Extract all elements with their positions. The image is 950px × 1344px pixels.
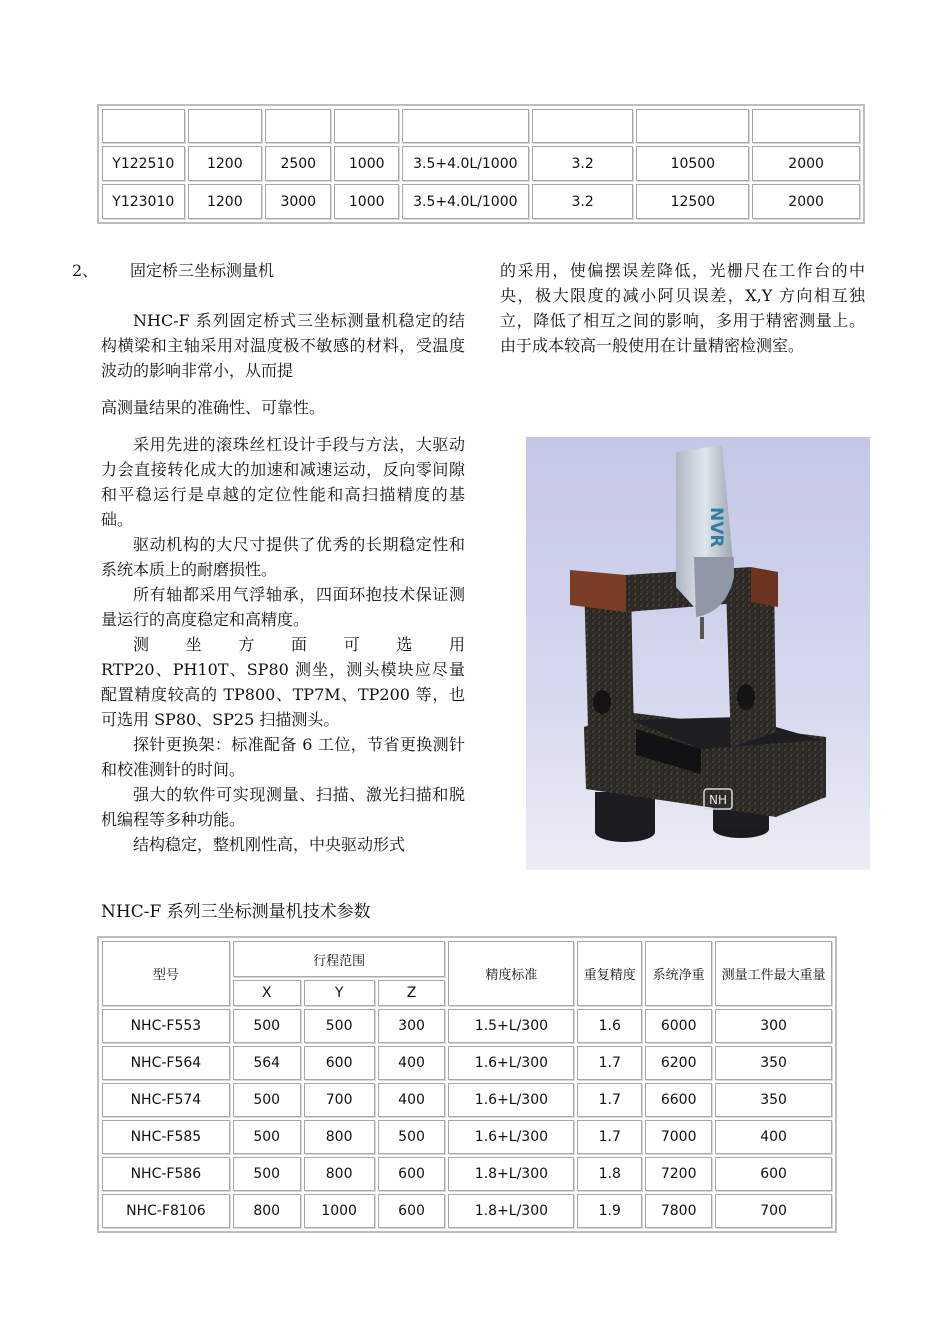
cell: 400 [715, 1120, 832, 1154]
cell: 500 [233, 1120, 301, 1154]
cell: 1.8+L/300 [448, 1194, 574, 1228]
cell: 6600 [645, 1083, 712, 1117]
paragraph-intro-cont: 高测量结果的准确性、可靠性。 [101, 398, 326, 417]
probe-stylus [700, 617, 704, 639]
cell: 1.6+L/300 [448, 1046, 574, 1080]
table-row [102, 1009, 832, 1043]
column-hole [737, 684, 755, 710]
cell: 500 [233, 1009, 301, 1043]
header-repeat: 重复精度 [577, 941, 642, 1006]
table-row [102, 1194, 832, 1228]
cell: 500 [378, 1120, 446, 1154]
header-y: Y [304, 980, 375, 1006]
cell: 1.9 [577, 1194, 642, 1228]
cell: 400 [378, 1083, 446, 1117]
cell: 500 [233, 1083, 301, 1117]
cell: 600 [378, 1157, 446, 1191]
cell: 800 [233, 1194, 301, 1228]
brand-badge-text: NH [709, 793, 727, 807]
cell: 564 [233, 1046, 301, 1080]
cell: 3.5+4.0L/1000 [402, 146, 529, 181]
paragraph-ballscrew: 采用先进的滚珠丝杠设计手段与方法，大驱动力会直接转化成大的加速和减速运动，反向零间隙和平稳运行是卓越的定位性能和高扫描精度的基础。 [101, 435, 465, 529]
brand-logo-text: NVR [706, 507, 726, 548]
cell: 7200 [645, 1157, 712, 1191]
cell: NHC-F553 [102, 1009, 230, 1043]
cell: 300 [715, 1009, 832, 1043]
cell: 1200 [188, 184, 263, 219]
table-row [102, 184, 860, 219]
cell: 1.6+L/300 [448, 1120, 574, 1154]
bridge-end-right [751, 567, 778, 607]
cell: 2000 [752, 146, 860, 181]
left-column [101, 258, 465, 857]
paragraph-probe: RTP20、PH10T、SP80 测坐，测头模块应尽量配置精度较高的 TP800、TP7M、TP200 等，也可选用 SP80、SP25 扫描测头。 [101, 660, 465, 729]
paragraph-software: 强大的软件可实现测量、扫描、激光扫描和脱机编程等多种功能。 [101, 785, 465, 829]
table-row [102, 146, 860, 181]
header-travel: 行程范围 [233, 941, 446, 977]
cell: 1.6 [577, 1009, 642, 1043]
cell: 1000 [334, 184, 398, 219]
cell: 500 [304, 1009, 375, 1043]
cell: 700 [715, 1194, 832, 1228]
cell: 1000 [304, 1194, 375, 1228]
cell: 3.5+4.0L/1000 [402, 184, 529, 219]
cell: 800 [304, 1157, 375, 1191]
cell: 1000 [334, 146, 398, 181]
section-number: 2、 [72, 261, 99, 280]
header-x: X [233, 980, 301, 1006]
cell: 7000 [645, 1120, 712, 1154]
top-spec-table [97, 104, 865, 224]
cell: 500 [233, 1157, 301, 1191]
cell: 12500 [636, 184, 749, 219]
header-z: Z [378, 980, 446, 1006]
paragraph-structure-cont: 的采用，使偏摆误差降低，光栅尺在工作台的中央，极大限度的减小阿贝误差，X,Y 方向相互独立，降低了相互之间的影响，多用于精密测量上。由于成本较高一般使用在计量精密检测室。 [500, 261, 865, 355]
header-model: 型号 [102, 941, 230, 1006]
paragraph-intro: NHC-F 系列固定桥式三坐标测量机稳定的结构横梁和主轴采用对温度极不敏感的材料，受温度波动的影响非常小，从而提 [101, 311, 465, 380]
right-column [500, 258, 865, 358]
paragraph-structure: 结构稳定，整机刚性高，中央驱动形式 [133, 835, 406, 854]
cell: 1.7 [577, 1083, 642, 1117]
cell: 2500 [265, 146, 331, 181]
table-row [102, 109, 860, 143]
probe-tip [700, 640, 705, 645]
paragraph-drive: 驱动机构的大尺寸提供了优秀的长期稳定性和系统本质上的耐磨损性。 [101, 535, 465, 579]
cell: NHC-F564 [102, 1046, 230, 1080]
cell: 1.6+L/300 [448, 1083, 574, 1117]
cell: 6000 [645, 1009, 712, 1043]
table-row [102, 1157, 832, 1191]
cell: 400 [378, 1046, 446, 1080]
cell: 7800 [645, 1194, 712, 1228]
spec-table [97, 936, 837, 1233]
table-row [102, 1046, 832, 1080]
cell: NHC-F586 [102, 1157, 230, 1191]
cell: 600 [378, 1194, 446, 1228]
cell: 350 [715, 1083, 832, 1117]
cell: 600 [715, 1157, 832, 1191]
cell: 1.7 [577, 1120, 642, 1154]
cell: 3.2 [532, 184, 634, 219]
cmm-machine-image [526, 437, 870, 870]
cell: 1.8+L/300 [448, 1157, 574, 1191]
left-foot [595, 792, 655, 832]
header-max-load: 测量工件最大重量 [715, 941, 832, 1006]
cell: Y122510 [102, 146, 185, 181]
cell: 1.7 [577, 1046, 642, 1080]
section-title: 固定桥三坐标测量机 [130, 261, 275, 280]
cell: 800 [304, 1120, 375, 1154]
cell: 1.8 [577, 1157, 642, 1191]
table-row [102, 1120, 832, 1154]
cell: 350 [715, 1046, 832, 1080]
cell: Y123010 [102, 184, 185, 219]
cell: 6200 [645, 1046, 712, 1080]
paragraph-probe-lead: 测 坐 方 面 可 选 用 [133, 635, 465, 654]
cell: 600 [304, 1046, 375, 1080]
bridge-end-left [570, 570, 626, 612]
header-row [102, 941, 832, 977]
cell: NHC-F574 [102, 1083, 230, 1117]
cell: NHC-F8106 [102, 1194, 230, 1228]
column-hole [593, 690, 611, 714]
cell: 2000 [752, 184, 860, 219]
cell: 1.5+L/300 [448, 1009, 574, 1043]
cell: 1200 [188, 146, 263, 181]
cell: 700 [304, 1083, 375, 1117]
cell: NHC-F585 [102, 1120, 230, 1154]
cell: 3000 [265, 184, 331, 219]
header-accuracy: 精度标准 [448, 941, 574, 1006]
cell: 3.2 [532, 146, 634, 181]
cell: 10500 [636, 146, 749, 181]
cell: 300 [378, 1009, 446, 1043]
paragraph-bearing: 所有轴都采用气浮轴承，四面环抱技术保证测量运行的高度稳定和高精度。 [101, 585, 465, 629]
table-row [102, 1083, 832, 1117]
header-weight: 系统净重 [645, 941, 712, 1006]
paragraph-stylus-rack: 探针更换架：标准配备 6 工位，节省更换测针和校准测针的时间。 [101, 735, 465, 779]
table-caption: NHC-F 系列三坐标测量机技术参数 [101, 902, 371, 922]
